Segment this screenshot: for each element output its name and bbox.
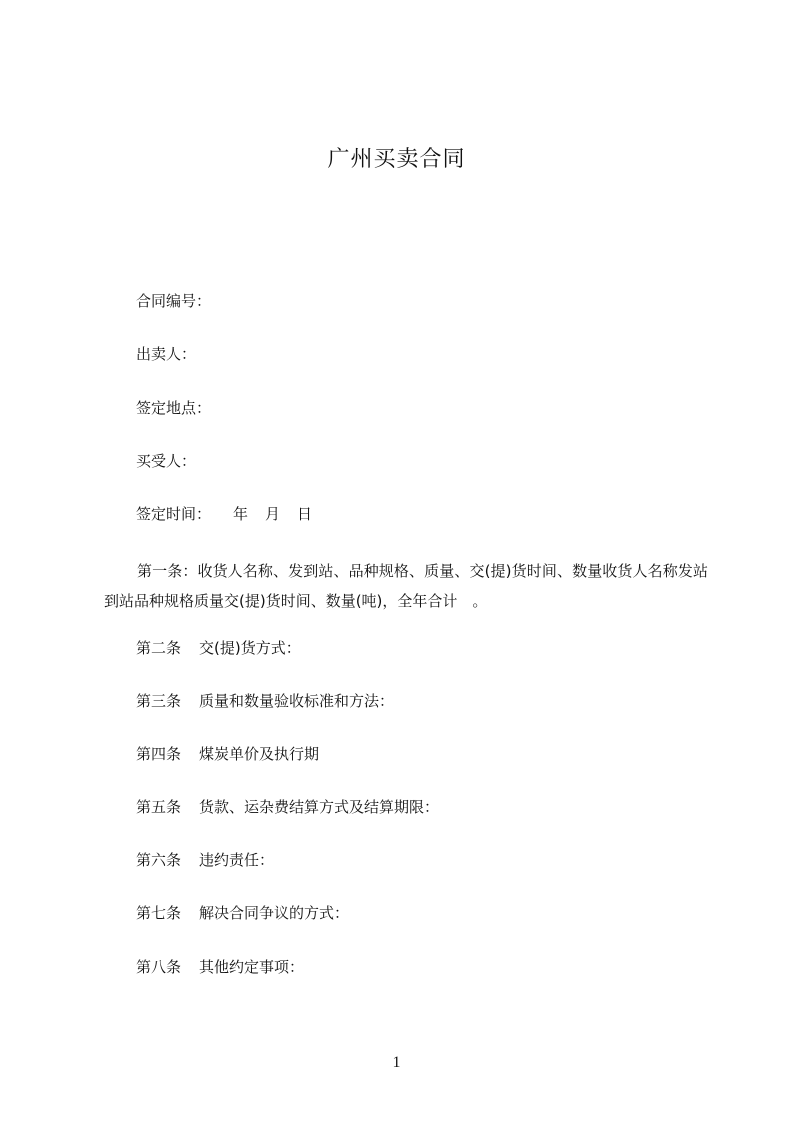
article-4 bbox=[136, 743, 319, 765]
article-number: 第六条 bbox=[136, 851, 182, 869]
article-number: 第四条 bbox=[136, 745, 182, 763]
article-text: 交(提)货方式： bbox=[199, 639, 301, 657]
article-2 bbox=[136, 637, 301, 659]
article-text: 违约责任： bbox=[199, 851, 275, 869]
article-5 bbox=[136, 796, 439, 818]
article-6 bbox=[136, 849, 274, 871]
article-7 bbox=[136, 902, 349, 924]
signing-time-label: 签定时间： bbox=[136, 505, 212, 523]
page-number: 1 bbox=[392, 1054, 401, 1071]
article-3 bbox=[136, 690, 394, 712]
article-text: 其他约定事项： bbox=[199, 958, 305, 976]
article-text: 解决合同争议的方式： bbox=[199, 904, 350, 922]
contract-number-label: 合同编号： bbox=[136, 292, 212, 310]
buyer-label: 买受人： bbox=[136, 452, 197, 470]
seller-label: 出卖人： bbox=[136, 345, 197, 363]
signing-place-label: 签定地点： bbox=[136, 399, 212, 417]
year-label: 年 bbox=[233, 505, 249, 523]
article-number: 第七条 bbox=[136, 904, 182, 922]
article-number: 第二条 bbox=[136, 639, 182, 657]
article-number: 第八条 bbox=[136, 958, 182, 976]
month-label: 月 bbox=[265, 505, 281, 523]
article-number: 第三条 bbox=[136, 692, 182, 710]
day-label: 日 bbox=[297, 505, 313, 523]
article-text: 货款、运杂费结算方式及结算期限： bbox=[199, 798, 440, 816]
article-text: 煤炭单价及执行期 bbox=[199, 745, 320, 763]
article-number: 第五条 bbox=[136, 798, 182, 816]
article-1-paragraph: 第一条：收货人名称、发到站、品种规格、质量、交(提)货时间、数量收货人名称发站到站品种规格质量交(提)货时间、数量(吨)，全年合计 。 bbox=[104, 562, 708, 610]
article-8 bbox=[136, 956, 304, 978]
article-text: 质量和数量验收标准和方法： bbox=[199, 692, 395, 710]
signing-time-row bbox=[136, 503, 312, 525]
document-title: 广州买卖合同 bbox=[327, 147, 466, 172]
